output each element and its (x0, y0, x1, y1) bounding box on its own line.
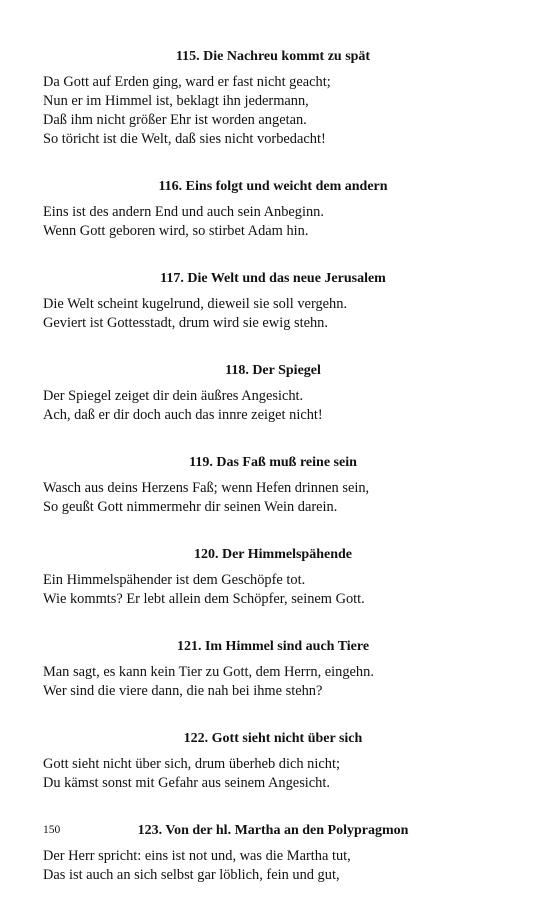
poem-title: 121. Im Himmel sind auch Tiere (176, 639, 370, 654)
poem-119 (43, 454, 473, 517)
poem-title: 115. Die Nachreu kommt zu spät (175, 49, 371, 64)
poem-line: Wasch aus deins Herzens Faß; wenn Hefen drinnen sein, (43, 480, 370, 496)
poem-title: 122. Gott sieht nicht über sich (183, 731, 363, 746)
poem-line: Der Herr spricht: eins ist not und, was die Martha tut, (43, 848, 351, 864)
poem-line: Eins ist des andern End und auch sein Anbeginn. (43, 204, 324, 220)
poem-line: Du kämst sonst mit Gefahr aus seinem Angesicht. (43, 775, 330, 791)
poem-116 (43, 178, 473, 241)
poem-title: 123. Von der hl. Martha an den Polypragmon (137, 823, 409, 838)
poem-line: Nun er im Himmel ist, beklagt ihn jedermann, (43, 93, 309, 109)
poem-title: 118. Der Spiegel (225, 363, 321, 378)
poem-line: Geviert ist Gottesstadt, drum wird sie ewig stehn. (43, 315, 328, 331)
poem-line: Ach, daß er dir doch auch das innre zeiget nicht! (43, 407, 323, 423)
poem-117 (43, 270, 473, 333)
poem-line: Ein Himmelspähender ist dem Geschöpfe tot. (43, 572, 306, 588)
poem-line: Das ist auch an sich selbst gar löblich, fein und gut, (43, 867, 340, 883)
poem-line: Wie kommts? Er lebt allein dem Schöpfer, seinem Gott. (43, 591, 365, 607)
poem-title: 117. Die Welt und das neue Jerusalem (160, 271, 386, 286)
poem-line: Daß ihm nicht größer Ehr ist worden angetan. (43, 112, 307, 128)
page-body (43, 48, 473, 914)
poem-118 (43, 362, 473, 425)
poem-line: Da Gott auf Erden ging, ward er fast nicht geacht; (43, 74, 331, 90)
poem-title: 116. Eins folgt und weicht dem andern (158, 179, 388, 194)
poem-line: Wer sind die viere dann, die nah bei ihme stehn? (43, 683, 323, 699)
poem-123 (43, 822, 473, 885)
page-number: 150 (43, 824, 61, 836)
poem-120 (43, 546, 473, 609)
poem-121 (43, 638, 473, 701)
poem-line: So töricht ist die Welt, daß sies nicht vorbedacht! (43, 131, 326, 147)
poem-line: Wenn Gott geboren wird, so stirbet Adam hin. (43, 223, 309, 239)
poem-line: Gott sieht nicht über sich, drum überheb dich nicht; (43, 756, 340, 772)
poem-line: Die Welt scheint kugelrund, dieweil sie soll vergehn. (43, 296, 348, 312)
poem-122 (43, 730, 473, 793)
poem-line: So geußt Gott nimmermehr dir seinen Wein darein. (43, 499, 338, 515)
poem-title: 120. Der Himmelspähende (193, 547, 352, 562)
poem-line: Der Spiegel zeiget dir dein äußres Angesicht. (43, 388, 304, 404)
poem-115 (43, 48, 473, 149)
poem-title: 119. Das Faß muß reine sein (189, 455, 357, 470)
poem-line: Man sagt, es kann kein Tier zu Gott, dem Herrn, eingehn. (43, 664, 374, 680)
